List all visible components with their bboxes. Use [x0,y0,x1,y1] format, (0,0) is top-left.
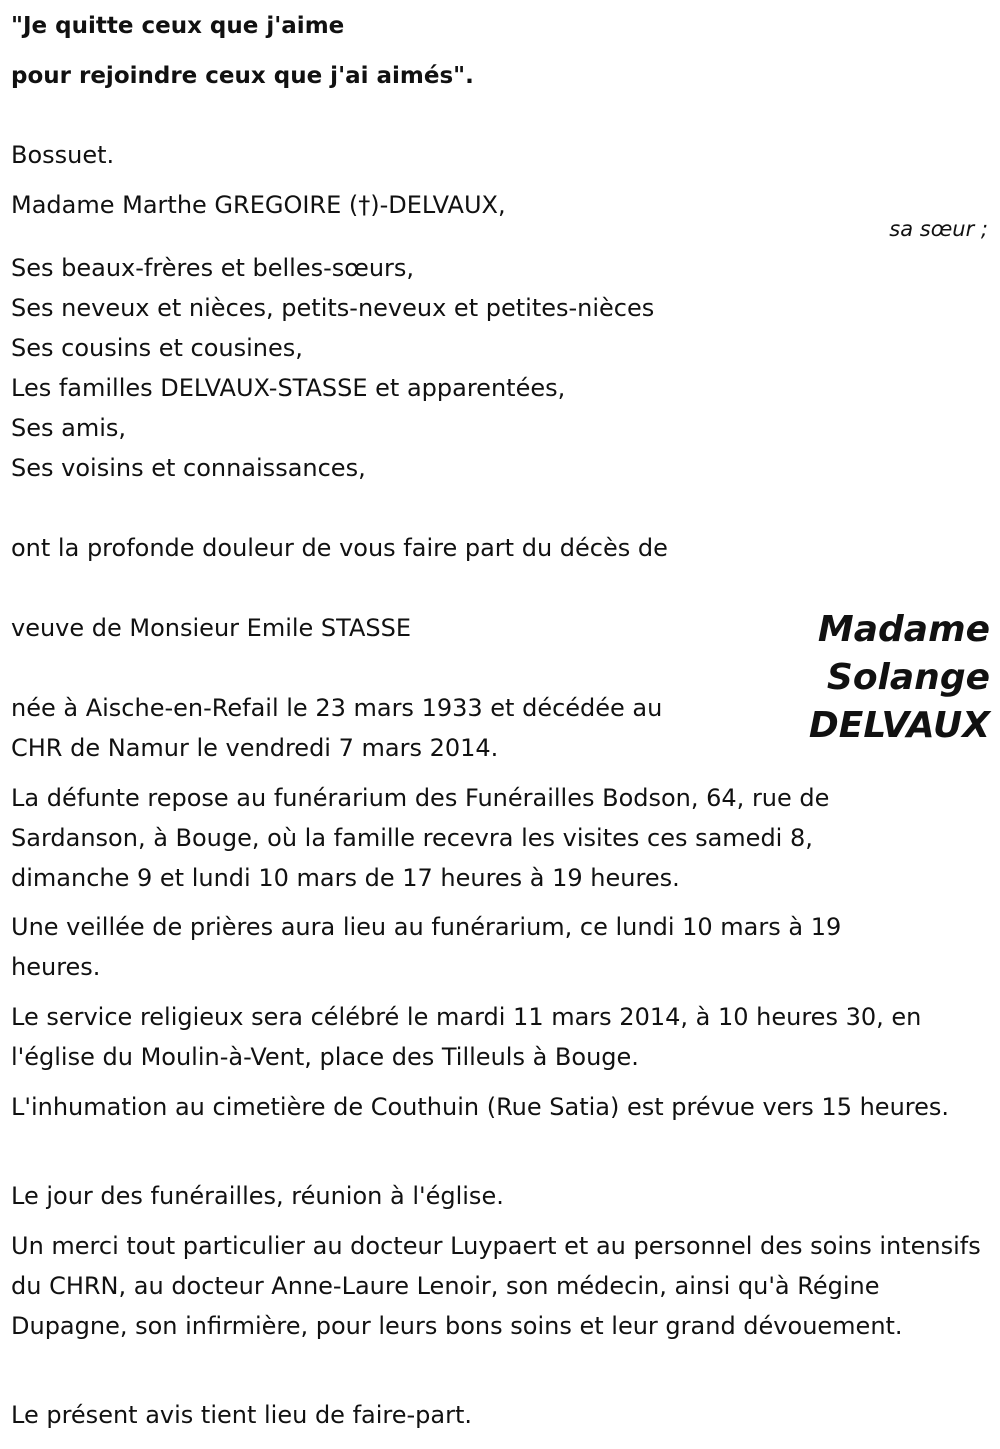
birth-death-line-1: née à Aische-en-Refail le 23 mars 1933 et décédée au [11,694,663,722]
paragraph-service: Le service religieux sera célébré le mardi 11 mars 2014, à 10 heures 30, en l'église du Moulin-à-Vent, place des Tilleuls à Bouge. [11,1003,922,1071]
paragraph-meeting: Le jour des funérailles, réunion à l'église. [11,1182,504,1210]
family-line: Ses beaux-frères et belles-sœurs, [11,254,415,282]
family-line: Ses amis, [11,414,127,442]
birth-death-line-2: CHR de Namur le vendredi 7 mars 2014. [11,734,499,762]
paragraph-closing: Le présent avis tient lieu de faire-part. [11,1401,473,1429]
deceased-name [809,606,990,750]
sister-relation: sa sœur ; [889,217,988,241]
sister-name: Madame Marthe GREGOIRE (†)-DELVAUX, [11,191,506,219]
family-line: Ses neveux et nièces, petits-neveux et petites-nièces [11,294,655,322]
paragraph-visitation: La défunte repose au funérarium des Funérailles Bodson, 64, rue de Sardanson, à Bouge, où la famille recevra les visites ces samedi 8, dimanche 9 et lundi 10 mars de 17 heures à 19 heures. [11,784,830,892]
epigraph-author: Bossuet. [11,141,115,169]
paragraph-vigil: Une veillée de prières aura lieu au funérarium, ce lundi 10 mars à 19 heures. [11,913,842,981]
family-line: Ses voisins et connaissances, [11,454,366,482]
announcement: ont la profonde douleur de vous faire part du décès de [11,534,668,562]
paragraph-thanks: Un merci tout particulier au docteur Luypaert et au personnel des soins intensifs du CHRN, au docteur Anne-Laure Lenoir, son médecin, ainsi qu'à Régine Dupagne, son infirmière, pour leurs bons soins et leur grand dévouement. [11,1232,981,1340]
epigraph-line-2: pour rejoindre ceux que j'ai aimés". [11,63,474,89]
deceased-first-name: Solange [826,657,990,698]
paragraph-burial: L'inhumation au cimetière de Couthuin (Rue Satia) est prévue vers 15 heures. [11,1093,950,1121]
epigraph-line-1: "Je quitte ceux que j'aime [11,13,345,39]
deceased-title: Madame [817,609,990,650]
family-line: Les familles DELVAUX-STASSE et apparentées, [11,374,566,402]
deceased-last-name: DELVAUX [808,705,990,746]
family-line: Ses cousins et cousines, [11,334,303,362]
widow-of: veuve de Monsieur Emile STASSE [11,614,412,642]
